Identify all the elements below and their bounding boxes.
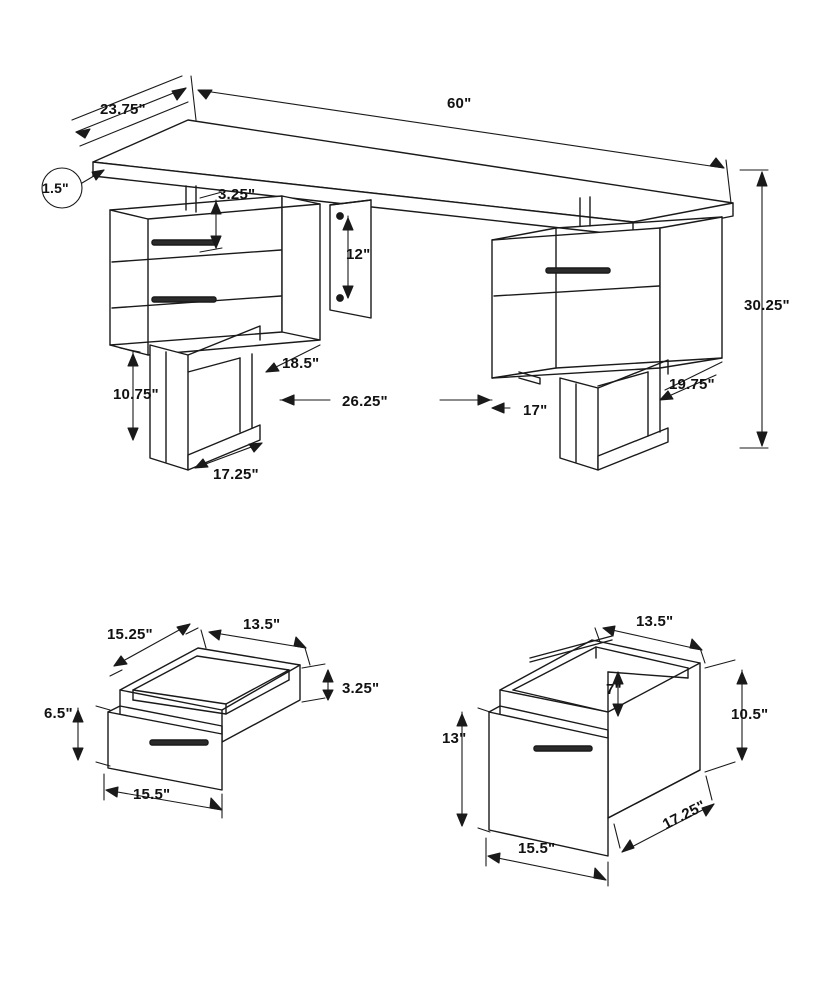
dim-knee-space-width: 26.25" (342, 393, 388, 410)
dim-drawer-side-depth: 15.25" (107, 626, 153, 643)
dim-overall-height: 30.25" (744, 297, 790, 314)
dim-right-pedestal-width: 17" (523, 402, 548, 419)
dim-depth-top: 23.75" (100, 101, 146, 118)
dim-file-inner-width: 13.5" (636, 613, 674, 630)
dim-left-pedestal-depth: 18.5" (282, 355, 320, 372)
dim-drawer-front-height: 6.5" (44, 705, 73, 722)
dim-drawer-box-height: 3.25" (342, 680, 380, 697)
dim-top-thickness: 1.5" (42, 180, 69, 196)
dim-file-front-width: 15.5" (518, 840, 556, 857)
dim-leg-height-left: 10.75" (113, 386, 159, 403)
dim-leg-base-depth: 17.25" (213, 466, 259, 483)
dim-file-side-depth: 17.25" (660, 797, 709, 834)
dim-width-top: 60" (447, 95, 472, 112)
dim-drawer-face-height: 3.25" (218, 186, 256, 203)
dim-file-front-height: 13" (442, 730, 467, 747)
dim-right-pedestal-depth: 19.75" (669, 376, 715, 393)
dim-drawer-front-width: 15.5" (133, 786, 171, 803)
dim-drawer-inner-width: 13.5" (243, 616, 281, 633)
dim-file-inner-height: 10.5" (731, 706, 769, 723)
dim-file-rail-depth: 7" (606, 681, 622, 698)
dim-modesty-panel-height: 12" (346, 246, 371, 263)
